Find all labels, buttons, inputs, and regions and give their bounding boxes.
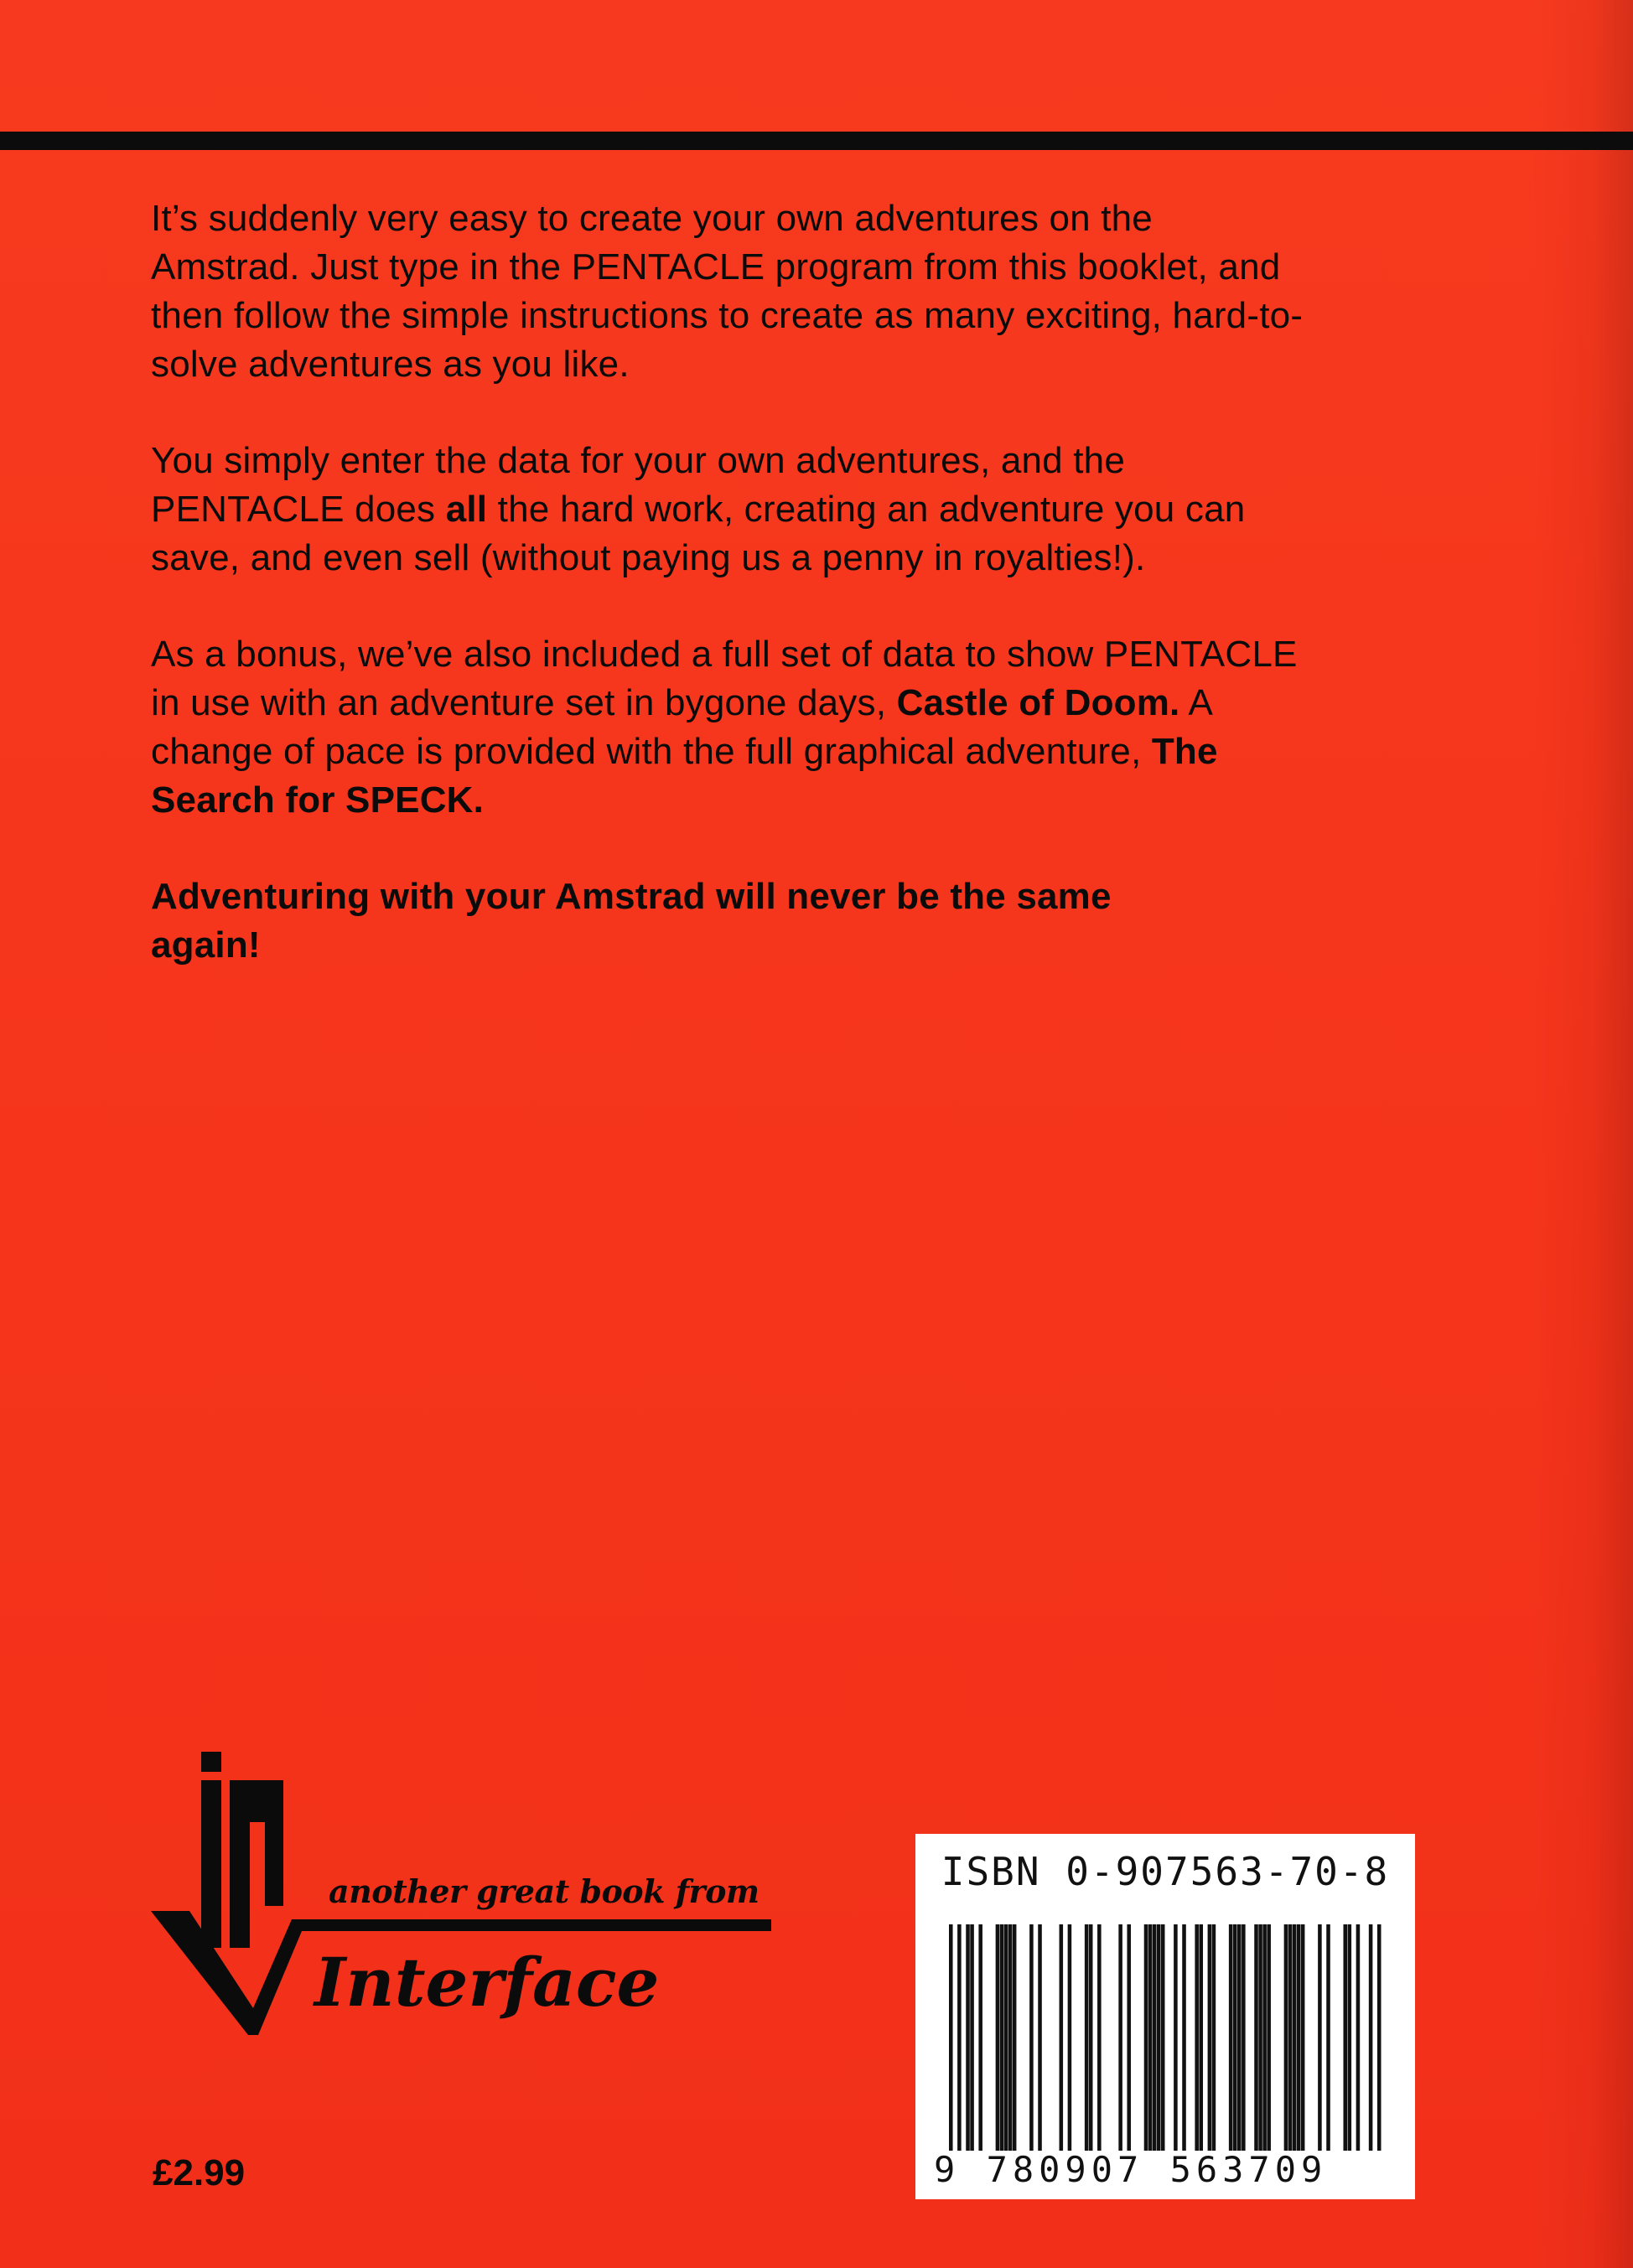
barcode-icon [949, 1924, 1382, 2151]
barcode-bar [1013, 1924, 1017, 2151]
paragraph-data-entry: You simply enter the data for your own adventures, and the PENTACLE does all the hard work, creating an adventure you can save, and even sell (without paying us a penny in royalties!). [151, 440, 1246, 578]
barcode-bar [970, 1924, 974, 2151]
barcode-bar [1212, 1924, 1216, 2151]
barcode-bar [1237, 1924, 1242, 2151]
barcode-bar [1004, 1924, 1008, 2151]
publisher-tagline: another great book from [329, 1872, 759, 1910]
barcode-bar [1288, 1924, 1293, 2151]
barcode-bar [1157, 1924, 1161, 2151]
barcode-bar [1229, 1924, 1233, 2151]
barcode-bar [1089, 1924, 1093, 2151]
isbn-number: ISBN 0-907563-70-8 [941, 1849, 1390, 1894]
top-rule [0, 132, 1633, 150]
title-search-for-speck: The Search for SPECK. [151, 731, 1218, 821]
barcode-bar [1267, 1924, 1271, 2151]
barcode-bar [1000, 1924, 1004, 2151]
barcode-bar [1199, 1924, 1203, 2151]
barcode-bar [1297, 1924, 1301, 2151]
barcode-bar [1233, 1924, 1237, 2151]
barcode-bar [978, 1924, 982, 2151]
barcode-bar [1182, 1924, 1186, 2151]
barcode-bar [1029, 1924, 1034, 2151]
barcode-bar [949, 1924, 953, 2151]
barcode-bar [1377, 1924, 1382, 2151]
barcode-bar [1127, 1924, 1131, 2151]
title-castle-of-doom: Castle of Doom. [896, 682, 1180, 723]
barcode-bar [1068, 1924, 1072, 2151]
barcode-bar [1301, 1924, 1305, 2151]
blurb-text [151, 194, 1308, 1017]
barcode-bar [1284, 1924, 1288, 2151]
barcode-bar [1174, 1924, 1178, 2151]
barcode-bar [1161, 1924, 1165, 2151]
barcode-bar [1318, 1924, 1322, 2151]
barcode-bar [996, 1924, 1000, 2151]
spine-shadow [1532, 0, 1633, 2268]
barcode-bar [1208, 1924, 1212, 2151]
barcode-bar [1348, 1924, 1352, 2151]
price: £2.99 [153, 2152, 246, 2193]
barcode-bar [1118, 1924, 1122, 2151]
barcode-bar [1153, 1924, 1157, 2151]
barcode-bar [1038, 1924, 1042, 2151]
barcode-bar [966, 1924, 970, 2151]
closing-line: Adventuring with your Amstrad will never be the same again! [151, 876, 1112, 966]
barcode-bar [1343, 1924, 1347, 2151]
barcode-bar [1242, 1924, 1246, 2151]
publisher-logo [151, 1752, 788, 2070]
publisher-name: Interface [314, 1943, 660, 2022]
barcode-bar [1326, 1924, 1330, 2151]
barcode-bar [1085, 1924, 1089, 2151]
ean-digits: 9 780907 563709 [934, 2149, 1328, 2190]
barcode-bar [1262, 1924, 1267, 2151]
isbn-barcode-panel [915, 1834, 1415, 2199]
barcode-bar [1258, 1924, 1262, 2151]
barcode-bar [1144, 1924, 1148, 2151]
barcode-bar [1293, 1924, 1297, 2151]
paragraph-bonus: As a bonus, we’ve also included a full set of data to show PENTACLE in use with an adventure set in bygone days, Castle of Doom. A change of pace is provided with the full graphical adventure, The Search for SPECK. [151, 634, 1298, 821]
barcode-bar [1195, 1924, 1199, 2151]
barcode-bar [1060, 1924, 1064, 2151]
barcode-bar [1008, 1924, 1013, 2151]
barcode-bar [1369, 1924, 1373, 2151]
barcode-bar [957, 1924, 962, 2151]
paragraph-intro: It’s suddenly very easy to create your own adventures on the Amstrad. Just type in the PENTACLE program from this booklet, and then follow the simple instructions to create as many exciting, hard-to-solve adventures as you like. [151, 198, 1304, 385]
barcode-bar [1254, 1924, 1258, 2151]
barcode-bar [1148, 1924, 1153, 2151]
ip-monogram-icon [151, 1752, 788, 2070]
barcode-bar [1097, 1924, 1102, 2151]
barcode-bar [1356, 1924, 1361, 2151]
